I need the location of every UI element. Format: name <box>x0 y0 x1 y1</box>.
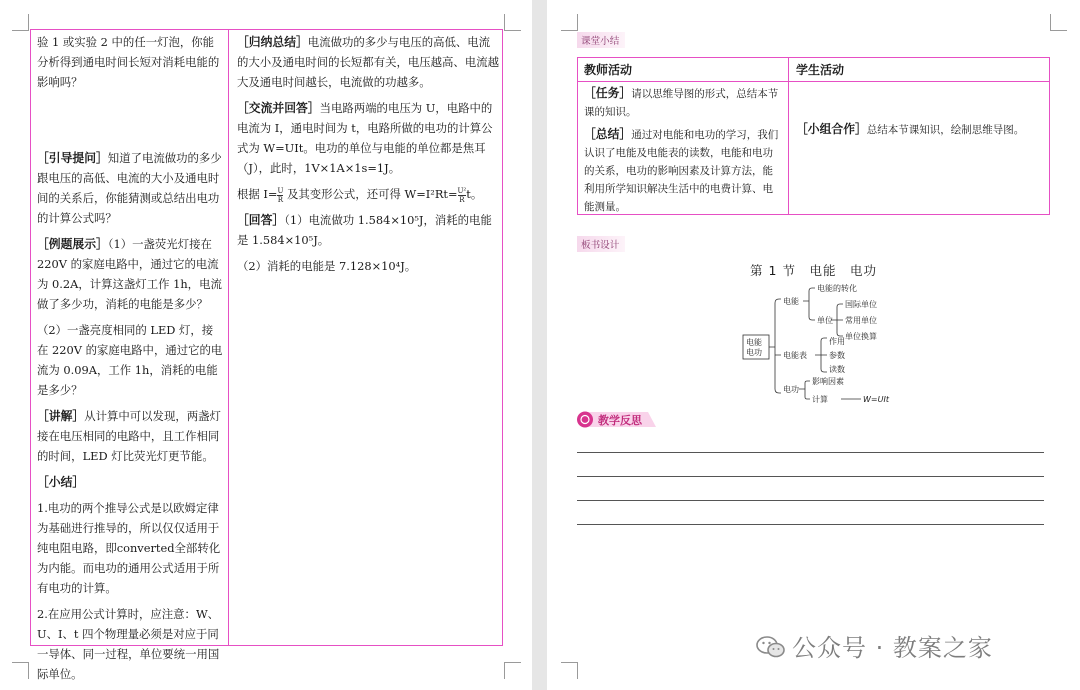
crop-mark <box>504 662 521 679</box>
summary-table <box>577 57 1050 215</box>
paragraph <box>237 32 499 92</box>
crop-mark <box>561 14 578 31</box>
writing-line <box>577 476 1044 477</box>
paragraph <box>237 210 499 250</box>
mindmap-node-si-unit: 国际单位 <box>845 300 877 309</box>
heading-label: ［小组合作］ <box>796 122 867 136</box>
paragraph-body: （1）一盏荧光灯接在 220V 的家庭电路中，通过它的电流为 0.2A，计算这盏灯工作 1h，电流做了多少功，消耗的电能是多少？ <box>37 237 222 311</box>
fraction-numerator: U² <box>457 186 467 195</box>
wechat-icon <box>756 635 786 659</box>
mindmap-node-common-unit: 常用单位 <box>845 316 877 325</box>
formula-text: 根据 I= <box>237 187 278 201</box>
heading-label: ［回答］ <box>237 213 285 227</box>
reflection-tag <box>576 411 656 428</box>
mindmap-root-line2: 电功 <box>746 348 762 357</box>
paragraph-body: 从计算中可以发现，两盏灯接在电压相同的电路中，且工作相同的时间，LED 灯比荧光灯更节能。 <box>37 409 221 463</box>
writing-line <box>577 524 1044 525</box>
mindmap-node-meter: 电能表 <box>783 351 807 360</box>
mindmap-node-reading: 读数 <box>829 365 845 374</box>
paragraph: （2）消耗的电能是 7.128×10⁴J。 <box>237 259 417 273</box>
formula-text: 及其变形公式，还可得 W=I²Rt= <box>283 187 458 201</box>
writing-line <box>577 500 1044 501</box>
mindmap-node-factors: 影响因素 <box>812 377 844 386</box>
heading-label: ［引导提问］ <box>37 151 108 165</box>
crop-mark <box>561 662 578 679</box>
mindmap-node-function: 作用 <box>829 337 845 346</box>
crop-mark <box>1050 14 1067 31</box>
board-title: 第 1 节 电能 电功 <box>750 263 877 278</box>
mindmap-node-parameters: 参数 <box>829 351 845 360</box>
paragraph: 1.电功的两个推导公式是以欧姆定律为基础进行推导的，所以仅仅适用于纯电阻电路，即converted全部转化为内能。而电功的通用公式适用于所有电功的计算。 <box>37 501 221 595</box>
paragraph-body: 通过对电能和电功的学习，我们认识了电能及电能表的读数，电能和电功的关系，电功的影响因素及计算方法，能利用所学知识解决生活中的电费计算、电能测量。 <box>584 129 779 213</box>
heading-label: ［总结］ <box>584 127 632 141</box>
heading-label: ［交流并回答］ <box>237 101 320 115</box>
document-page-left <box>0 0 532 690</box>
student-column <box>237 32 499 282</box>
teacher-activity-cell <box>584 84 783 216</box>
section-tag-board: 板书设计 <box>577 236 625 252</box>
mindmap-node-unit: 单位 <box>817 316 833 325</box>
student-activity-cell <box>796 120 1041 139</box>
watermark <box>756 628 993 663</box>
fraction-denominator: R <box>277 195 284 204</box>
mindmap-node-energy: 电能 <box>783 297 799 306</box>
crop-mark <box>504 14 521 31</box>
crop-mark <box>12 662 29 679</box>
paragraph: 验 1 或实验 2 中的任一灯泡，你能分析得到通电时间长短对消耗电能的影响吗？ <box>37 35 220 89</box>
heading-label: ［小结］ <box>37 475 85 489</box>
mindmap-node-energy-conversion: 电能的转化 <box>817 284 857 293</box>
paragraph-body: （1）电流做功 1.584×10⁵J，消耗的电能是 1.584×10⁵J。 <box>237 213 492 247</box>
header-student-activity: 学生活动 <box>796 63 845 77</box>
paragraph <box>237 98 499 178</box>
heading-label: ［归纳总结］ <box>237 35 308 49</box>
mindmap-node-unit-conversion: 单位换算 <box>845 332 877 341</box>
heading-label: ［任务］ <box>584 86 632 100</box>
teacher-column <box>37 32 223 690</box>
paragraph <box>584 125 783 216</box>
paragraph <box>37 234 223 314</box>
paragraph-body: 请以思维导图的形式，总结本节课的知识。 <box>584 88 779 118</box>
table-header-row <box>578 58 1049 82</box>
writing-line <box>577 452 1044 453</box>
document-page-right <box>547 0 1080 690</box>
paragraph-body: 总结本节课知识，绘制思维导图。 <box>866 124 1025 136</box>
paragraph-body: 电流做功的多少与电压的高低、电流的大小及通电时间的长短都有关，电压越高、电流越大及通电时间越长，电流做的功越多。 <box>237 35 499 89</box>
formula-paragraph <box>237 184 499 204</box>
mindmap-diagram <box>737 283 907 408</box>
mindmap-root-line1: 电能 <box>746 338 762 347</box>
paragraph <box>584 84 783 121</box>
fraction-denominator: R <box>459 195 465 204</box>
heading-label: ［讲解］ <box>37 409 85 423</box>
column-divider <box>228 30 229 645</box>
formula-text: t。 <box>466 187 483 201</box>
fraction-numerator: U <box>277 186 284 195</box>
mindmap-node-work: 电功 <box>783 385 799 394</box>
paragraph <box>37 148 223 228</box>
paragraph: （2）一盏亮度相同的 LED 灯，接在 220V 的家庭电路中，通过它的电流为 0.09A，工作 1h，消耗的电能是多少？ <box>37 323 223 397</box>
paragraph-body: 知道了电流做功的多少跟电压的高低、电流的大小及通电时间的关系后，你能猜测或总结出电功的计算公式吗？ <box>37 151 222 225</box>
fraction <box>458 187 467 204</box>
lesson-table <box>30 29 503 681</box>
crop-mark <box>12 14 29 31</box>
paragraph <box>37 472 223 492</box>
section-tag-summary: 课堂小结 <box>577 32 625 48</box>
paragraph: 2.在应用公式计算时，应注意：W、U、I、t 四个物理量必须是对应于同一导体、同一过程，单位要统一用国际单位。 <box>37 607 220 681</box>
paragraph <box>37 406 223 466</box>
paragraph-body: 当电路两端的电压为 U，电路中的电流为 I，通电时间为 t，电路所做的电功的计算公式为 W=UIt。电功的单位与电能的单位都是焦耳（J），此时，1V×1A×1s=1J。 <box>237 101 493 175</box>
watermark-text: 公众号 · 教案之家 <box>792 634 993 662</box>
paragraph <box>796 120 1041 139</box>
reflection-title: 教学反思 <box>598 414 642 427</box>
mindmap-node-formula: W=UIt <box>863 395 889 404</box>
mindmap-node-calculation: 计算 <box>812 395 828 404</box>
header-teacher-activity: 教师活动 <box>584 63 633 77</box>
heading-label: ［例题展示］ <box>37 237 108 251</box>
